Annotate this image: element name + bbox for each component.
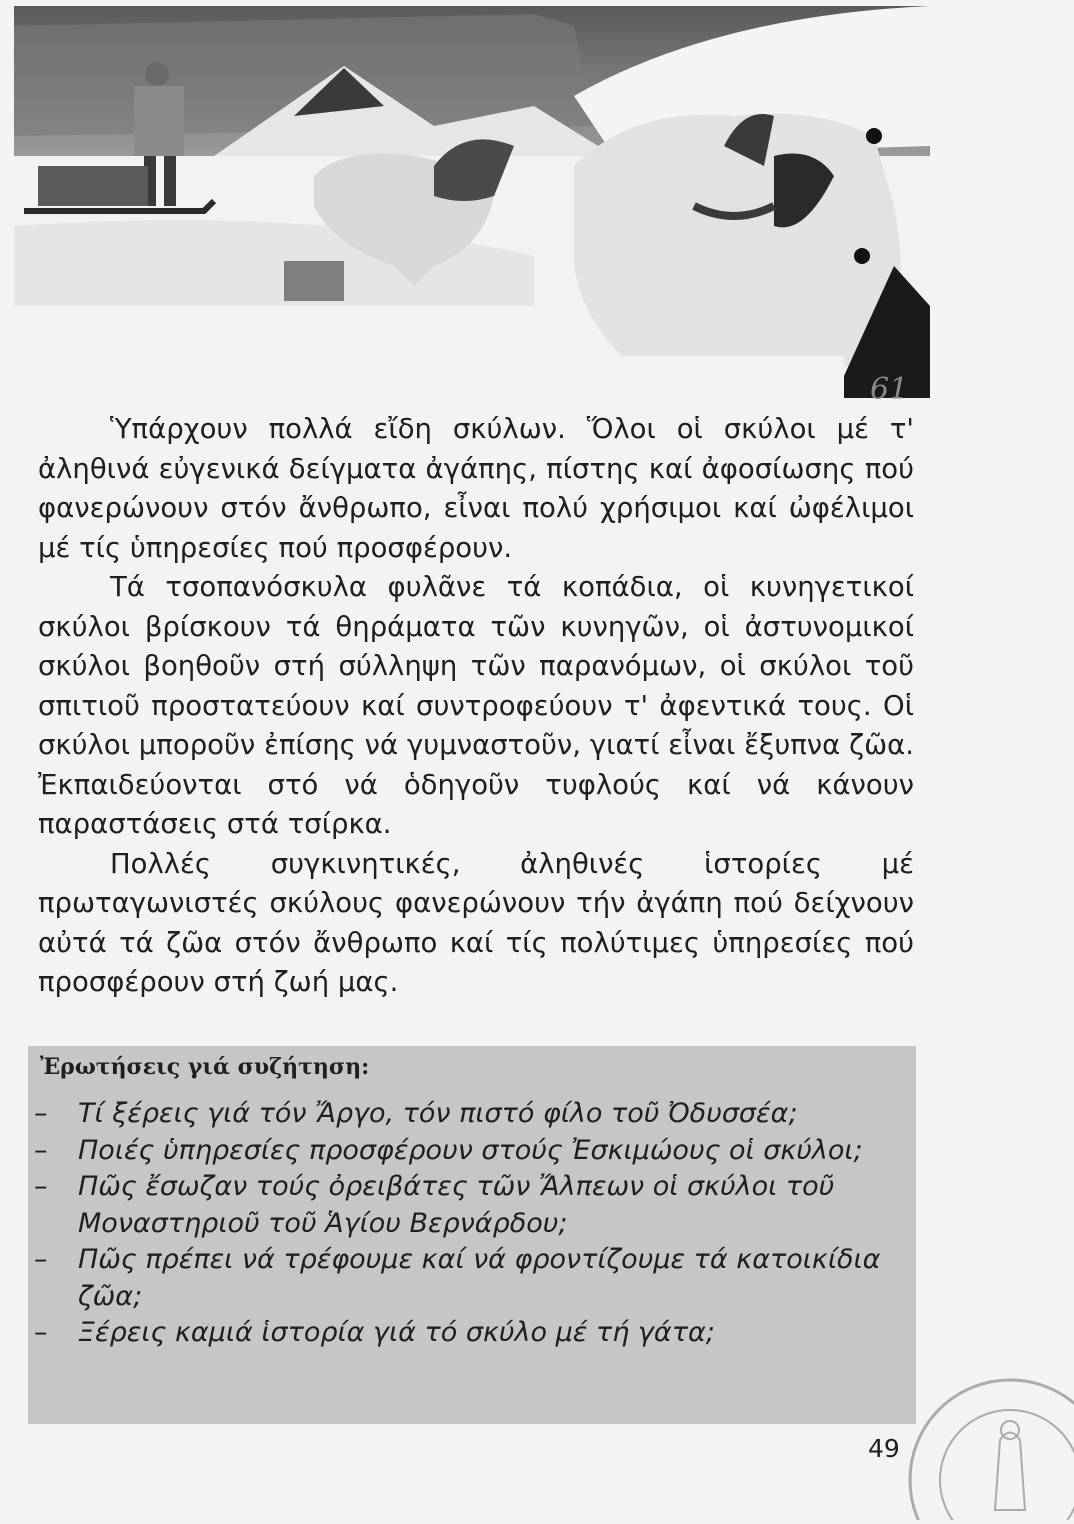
dash-bullet: – bbox=[34, 1171, 48, 1202]
question-item bbox=[34, 1133, 906, 1170]
paragraph-3: Πολλές συγκινητικές, ἀληθινές ἱστορίες μέ πρωταγωνιστές σκύλους φανερώνουν τήν ἀγάπη πού δείχνουν αὐτά τά ζῶα στόν ἄνθρωπο καί τίς πολύτιμες ὑπηρεσίες πού προσφέρουν στή ζωή μας. bbox=[38, 847, 914, 998]
question-item bbox=[34, 1242, 906, 1315]
paragraph-2: Τά τσοπανόσκυλα φυλᾶνε τά κοπάδια, οἱ κυνηγετικοί σκύλοι βρίσκουν τά θηράματα τῶν κυνηγῶν, οἱ ἀστυνομικοί σκύλοι βοηθοῦν στή σύλληψη τῶν παρανόμων, οἱ σκύλοι τοῦ σπιτιοῦ προστατεύουν καί συντροφεύουν τ' ἀφεντικά τους. Οἱ σκύλοι μποροῦν ἐπίσης νά γυμναστοῦν, γιατί εἶναι ἔξυπνα ζῶα. Ἐκπαιδεύονται στό νά ὁδηγοῦν τυφλούς καί νά κάνουν παραστάσεις στά τσίρκα. bbox=[38, 571, 914, 840]
dash-bullet: – bbox=[34, 1098, 48, 1129]
pencil-annotation: 61 bbox=[870, 372, 909, 407]
dash-bullet: – bbox=[34, 1317, 48, 1348]
dash-bullet: – bbox=[34, 1134, 48, 1166]
question-text: Πῶς ἔσωζαν τούς ὀρειβάτες τῶν Ἄλπεων οἱ σκύλοι τοῦ Μοναστηριοῦ τοῦ Ἁγίου Βερνάρδου; bbox=[78, 1171, 835, 1239]
discussion-questions-box bbox=[28, 1046, 916, 1424]
main-text bbox=[38, 410, 914, 1003]
page-number: 49 bbox=[868, 1434, 900, 1463]
stamp-seal-icon bbox=[900, 1370, 1074, 1520]
questions-heading: Ἐρωτήσεις γιά συζήτηση: bbox=[40, 1054, 370, 1080]
question-text: Πῶς πρέπει νά τρέφουμε καί νά φροντίζουμε τά κατοικίδια ζῶα; bbox=[78, 1244, 881, 1312]
illustration-sled-dogs bbox=[14, 6, 930, 398]
questions-list bbox=[34, 1096, 906, 1352]
illustration-drawing bbox=[14, 6, 930, 398]
question-text: Τί ξέρεις γιά τόν Ἄργο, τόν πιστό φίλο τοῦ Ὀδυσσέα; bbox=[78, 1098, 798, 1129]
question-item bbox=[34, 1169, 906, 1242]
question-text: Ξέρεις καμιά ἱστορία γιά τό σκύλο μέ τή γάτα; bbox=[78, 1317, 715, 1348]
question-text: Ποιές ὑπηρεσίες προσφέρουν στούς Ἐσκιμώους οἱ σκύλοι; bbox=[78, 1134, 863, 1166]
question-item bbox=[34, 1315, 906, 1352]
dash-bullet: – bbox=[34, 1244, 48, 1275]
paragraph-1: Ὑπάρχουν πολλά εἴδη σκύλων. Ὅλοι οἱ σκύλοι μέ τ' ἀληθινά εὐγενικά δείγματα ἀγάπης, πίστης καί ἀφοσίωσης πού φανερώνουν στόν ἄνθρωπο, εἶναι πολύ χρήσιμοι καί ὠφέλιμοι μέ τίς ὑπηρεσίες πού προσφέρουν. bbox=[38, 413, 914, 564]
question-item bbox=[34, 1096, 906, 1133]
library-stamp bbox=[900, 1370, 1074, 1520]
